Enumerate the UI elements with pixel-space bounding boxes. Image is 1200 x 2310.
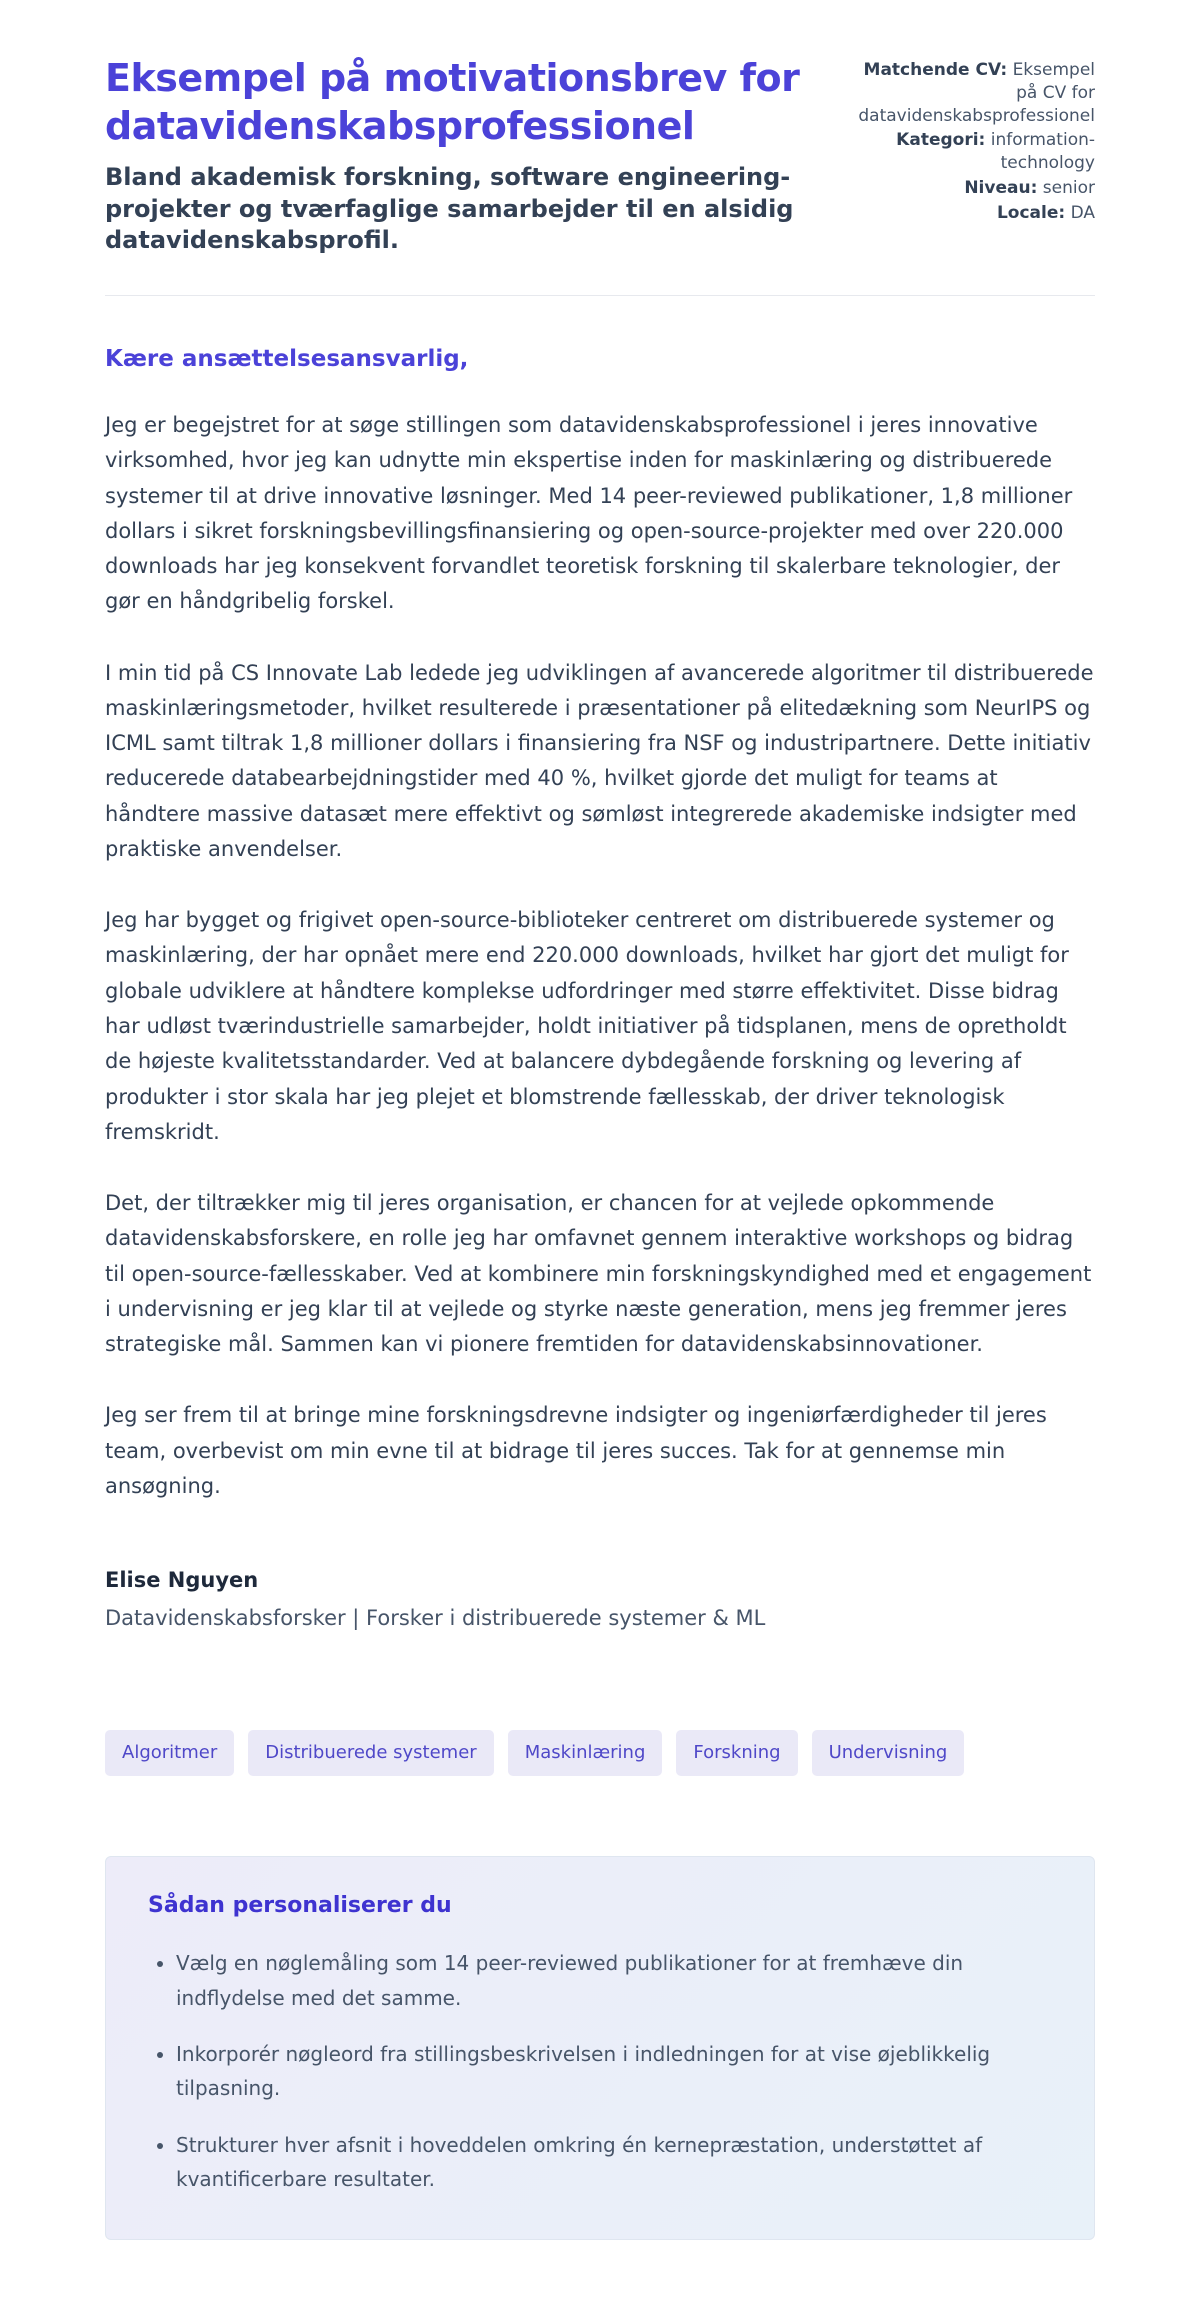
page-header [105, 55, 1095, 257]
title-block [105, 55, 805, 257]
signature-name: Elise Nguyen [105, 1568, 259, 1593]
meta-value: information-technology [990, 130, 1095, 174]
letter-paragraph: Jeg har bygget og frigivet open-source-biblioteker centreret om distribuerede systemer og maskinlæring, der har opnået mere end 220.000 downloads, hvilket har gjort det muligt for globale udviklere at håndtere komplekse udfordringer med større effektivitet. Disse bidrag har udløst tværindustrielle samarbejder, holdt initiativer på tidsplanen, mens de opretholdt de højeste kvalitetsstandarder. Ved at balancere dybdegående forskning og levering af produkter i stor skala har jeg plejet et blomstrende fællesskab, der driver teknologisk fremskridt. [105, 908, 1069, 1144]
meta-value: senior [1042, 177, 1095, 198]
meta-label: Kategori: [896, 130, 986, 151]
meta-value: Eksempel på CV for datavidenskabsprofessionel [858, 60, 1095, 126]
tag-list [105, 1730, 1095, 1776]
meta-row [855, 202, 1095, 225]
letter-paragraph: Det, der tiltrækker mig til jeres organisation, er chancen for at vejlede opkommende datavidenskabsforskere, en rolle jeg har omfavnet gennem interaktive workshops og bidrag til open-source-fællesskaber. Ved at kombinere min forskningskyndighed med et engagement i undervisning er jeg klar til at vejlede og styrke næste generation, mens jeg fremmer jeres strategiske mål. Sammen kan vi pionere fremtiden for datavidenskabsinnovationer. [105, 1191, 1092, 1357]
tag-badge: Undervisning [812, 1730, 965, 1776]
tips-list [148, 1946, 1052, 2196]
tip-item: • Vælg en nøglemåling som 14 peer-reviewed publikationer for at fremhæve din indflydelse med det samme. [176, 1946, 1052, 2015]
personalization-tips-box [105, 1856, 1095, 2239]
meta-panel [855, 55, 1095, 226]
signature-role: Datavidenskabsforsker | Forsker i distribuerede systemer & ML [105, 1606, 766, 1631]
signature-block [105, 1568, 1095, 1630]
tag-badge: Algoritmer [105, 1730, 234, 1776]
tag-badge: Maskinlæring [508, 1730, 663, 1776]
letter-body [105, 408, 1095, 1504]
tag-badge: Distribuerede systemer [248, 1730, 493, 1776]
page-subtitle: Bland akademisk forskning, software engineering-projekter og tværfaglige samarbejder til en alsidig datavidenskabsprofil. [105, 163, 794, 255]
meta-label: Niveau: [964, 177, 1038, 198]
meta-label: Locale: [996, 202, 1066, 223]
letter-paragraph: I min tid på CS Innovate Lab ledede jeg udviklingen af avancerede algoritmer til distribuerede maskinlæringsmetoder, hvilket resulterede i præsentationer på elitedækning som NeurIPS og ICML samt tiltrak 1,8 millioner dollars i finansiering fra NSF og industripartnere. Dette initiativ reducerede databearbejdningstider med 40 %, hvilket gjorde det muligt for teams at håndtere massive datasæt mere effektivt og sømløst integrerede akademiske indsigter med praktiske anvendelser. [105, 660, 1094, 861]
meta-row [855, 59, 1095, 127]
tip-item: • Strukturer hver afsnit i hoveddelen omkring én kernepræstation, understøttet af kvantificerbare resultater. [176, 2128, 1052, 2197]
letter [105, 346, 1095, 2240]
tag-badge: Forskning [676, 1730, 797, 1776]
meta-value: DA [1070, 202, 1095, 223]
letter-greeting: Kære ansættelsesansvarlig, [105, 346, 469, 373]
letter-paragraph: Jeg er begejstret for at søge stillingen som datavidenskabsprofessionel i jeres innovative virksomhed, hvor jeg kan udnytte min ekspertise inden for maskinlæring og distribuerede systemer til at drive innovative løsninger. Med 14 peer-reviewed publikationer, 1,8 millioner dollars i sikret forskningsbevillingsfinansiering og open-source-projekter med over 220.000 downloads har jeg konsekvent forvandlet teoretisk forskning til skalerbare teknologier, der gør en håndgribelig forskel. [105, 413, 1073, 614]
letter-paragraph: Jeg ser frem til at bringe mine forskningsdrevne indsigter og ingeniørfærdigheder til jeres team, overbevist om min evne til at bidrage til jeres succes. Tak for at gennemse min ansøgning. [105, 1403, 1047, 1498]
meta-row [855, 177, 1095, 200]
meta-label: Matchende CV: [863, 60, 1008, 80]
header-divider [105, 295, 1095, 296]
page-title: Eksempel på motivationsbrev for datavidenskabsprofessionel [105, 56, 800, 148]
tips-title: Sådan personaliserer du [148, 1893, 452, 1919]
meta-row [855, 129, 1095, 175]
tip-item: • Inkorporér nøgleord fra stillingsbeskrivelsen i indledningen for at vise øjeblikkelig tilpasning. [176, 2037, 1052, 2106]
